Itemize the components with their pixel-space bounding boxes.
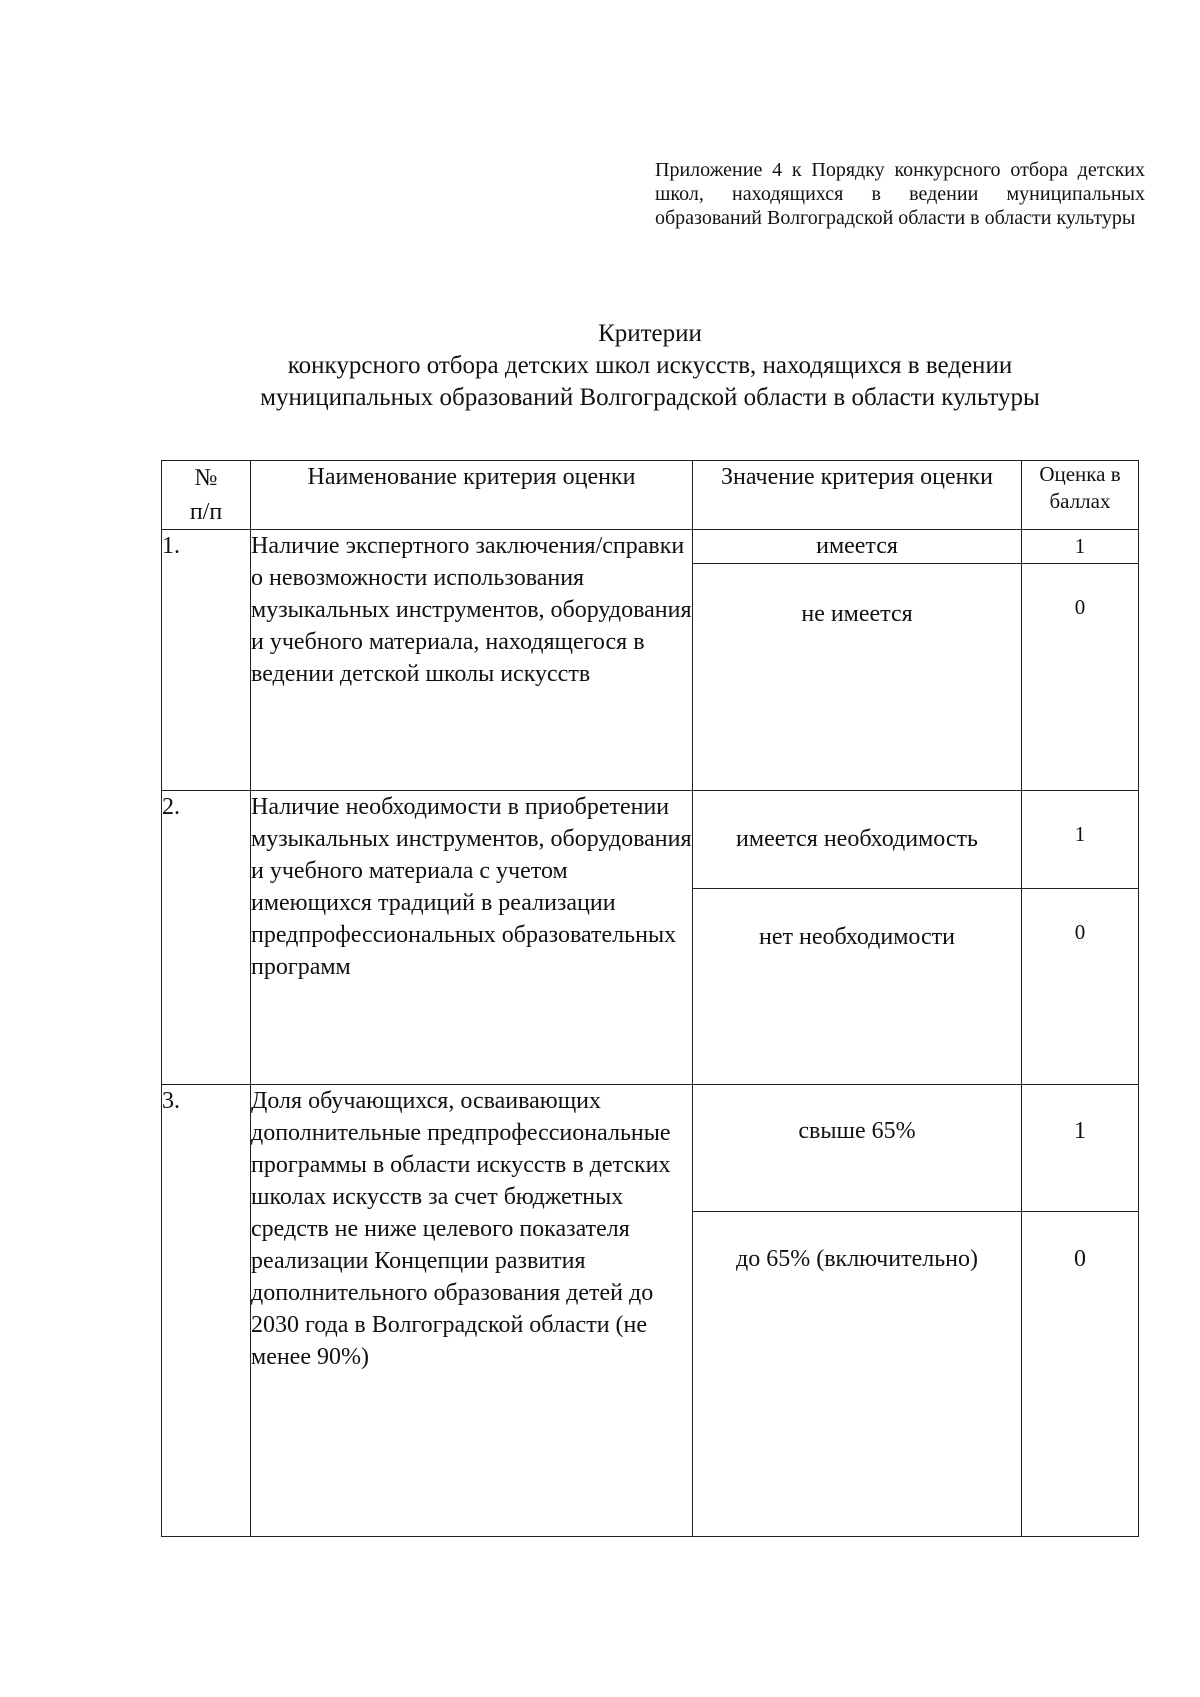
header-number-symbol: №	[194, 465, 218, 491]
document-title	[100, 318, 1200, 414]
appendix-note: Приложение 4 к Порядку конкурсного отбора детских школ, находящихся в ведении муниципальных образований Волгоградской области в области культуры	[655, 159, 1145, 229]
header-score: Оценка в баллах	[1022, 461, 1139, 530]
table-header-row	[162, 461, 1139, 530]
criterion-score: 0	[1022, 564, 1139, 791]
header-number-label: п/п	[189, 499, 223, 525]
criterion-value: нет необходимости	[693, 889, 1022, 1085]
criterion-score: 0	[1022, 1212, 1139, 1537]
criterion-name: Наличие необходимости в приобретении музыкальных инструментов, оборудования и учебного материала с учетом имеющихся традиций в реализации предпрофессиональных образовательных программ	[251, 791, 693, 1085]
table-row	[162, 530, 1139, 564]
row-number: 1.	[162, 530, 251, 791]
header-criterion-name: Наименование критерия оценки	[251, 461, 693, 530]
header-number	[162, 461, 251, 530]
title-line-2: конкурсного отбора детских школ искусств, находящихся в ведении	[287, 352, 1013, 379]
criterion-value: не имеется	[693, 564, 1022, 791]
criterion-score: 0	[1022, 889, 1139, 1085]
criterion-value: имеется необходимость	[693, 791, 1022, 889]
criterion-value: свыше 65%	[693, 1085, 1022, 1212]
table-row	[162, 1085, 1139, 1212]
criteria-table	[161, 460, 1139, 1537]
row-number: 2.	[162, 791, 251, 1085]
row-number: 3.	[162, 1085, 251, 1537]
criterion-score: 1	[1022, 1085, 1139, 1212]
criterion-value: имеется	[693, 530, 1022, 564]
criterion-name: Наличие экспертного заключения/справки о невозможности использования музыкальных инструментов, оборудования и учебного материала, находящегося в ведении детской школы искусств	[251, 530, 693, 791]
header-criterion-value: Значение критерия оценки	[693, 461, 1022, 530]
criterion-score: 1	[1022, 791, 1139, 889]
title-line-3: муниципальных образований Волгоградской области в области культуры	[260, 384, 1040, 411]
table-row	[162, 791, 1139, 889]
criterion-name: Доля обучающихся, осваивающих дополнительные предпрофессиональные программы в области искусств в детских школах искусств за счет бюджетных средств не ниже целевого показателя реализации Концепции развития дополнительного образования детей до 2030 года в Волгоградской области (не менее 90%)	[251, 1085, 693, 1537]
criterion-score: 1	[1022, 530, 1139, 564]
title-line-1: Критерии	[598, 320, 702, 347]
criterion-value: до 65% (включительно)	[693, 1212, 1022, 1537]
